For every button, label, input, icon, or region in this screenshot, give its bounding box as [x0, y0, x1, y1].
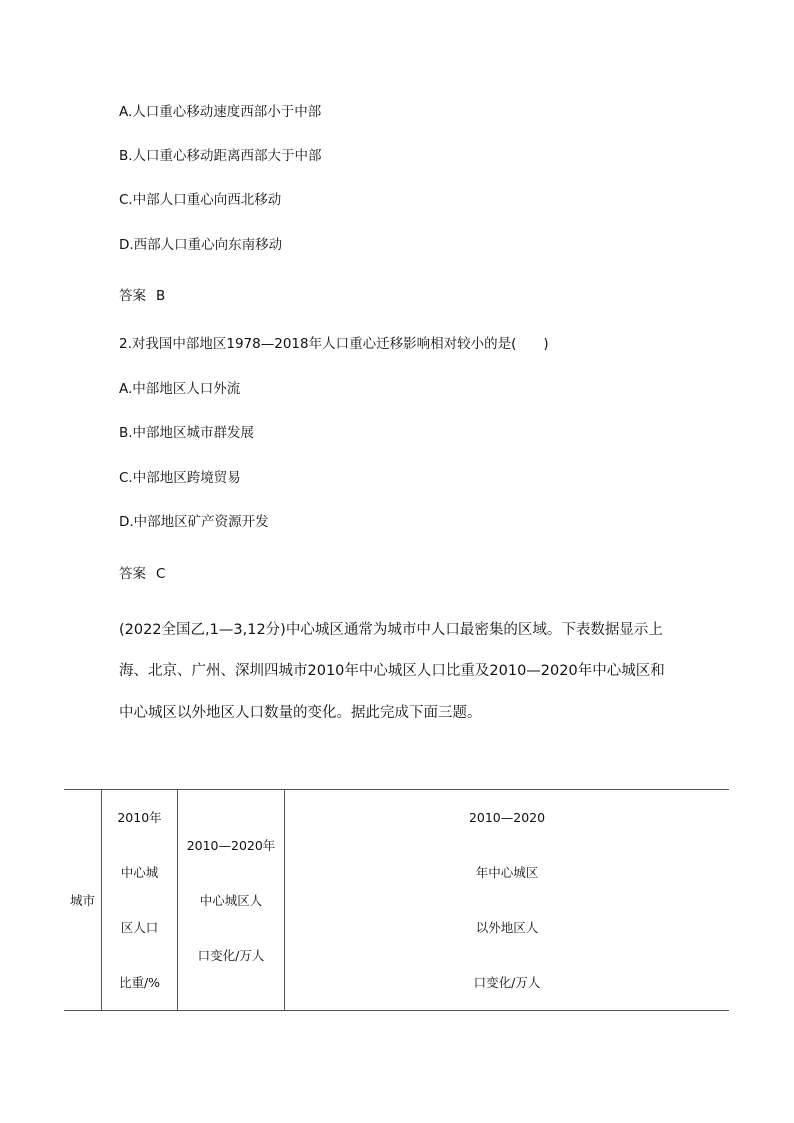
answer-label: 答案 — [119, 288, 146, 304]
q1-answer — [119, 287, 165, 305]
header-outer-line: 以外地区人 — [475, 920, 539, 935]
header-city-text: 城市 — [69, 893, 95, 908]
header-outer-line: 年中心城区 — [475, 865, 539, 880]
passage-line-2: 海、北京、广州、深圳四城市2010年中心城区人口比重及2010—2020年中心城区和 — [119, 663, 665, 679]
header-share — [102, 790, 178, 1011]
header-share-line: 比重/% — [118, 975, 161, 990]
answer-label: 答案 — [119, 566, 146, 582]
q2-answer — [119, 565, 165, 583]
answer-value: C — [156, 566, 166, 582]
header-city — [64, 790, 102, 1011]
q1-option-b: B.人口重心移动距离西部大于中部 — [119, 148, 322, 164]
header-outer-line: 口变化/万人 — [473, 975, 541, 990]
header-share-line: 中心城 — [120, 865, 159, 880]
header-center-change — [178, 790, 285, 1011]
q2-stem: 2.对我国中部地区1978—2018年人口重心迁移影响相对较小的是( ) — [119, 336, 549, 352]
header-share-line: 区人口 — [120, 920, 159, 935]
population-table — [64, 789, 729, 1011]
header-center-line: 口变化/万人 — [197, 947, 265, 963]
header-center-line: 2010—2020年 — [186, 837, 276, 853]
header-outer-change — [285, 790, 730, 1011]
q2-option-a: A.中部地区人口外流 — [119, 381, 241, 397]
header-share-line: 2010年 — [117, 810, 162, 825]
answer-value: B — [156, 288, 166, 304]
header-outer-line: 2010—2020 — [468, 810, 546, 825]
q2-option-c: C.中部地区跨境贸易 — [119, 470, 241, 486]
q2-option-d: D.中部地区矿产资源开发 — [119, 514, 269, 530]
q1-option-a: A.人口重心移动速度西部小于中部 — [119, 104, 322, 120]
header-center-line: 中心城区人 — [199, 892, 263, 908]
q1-option-d: D.西部人口重心向东南移动 — [119, 237, 283, 253]
q2-option-b: B.中部地区城市群发展 — [119, 425, 255, 441]
passage-line-3: 中心城区以外地区人口数量的变化。据此完成下面三题。 — [119, 705, 482, 721]
q1-option-c: C.中部人口重心向西北移动 — [119, 192, 282, 208]
table-header-row — [64, 790, 729, 1011]
passage-line-1: (2022全国乙,1—3,12分)中心城区通常为城市中人口最密集的区域。下表数据显示上 — [119, 622, 663, 638]
